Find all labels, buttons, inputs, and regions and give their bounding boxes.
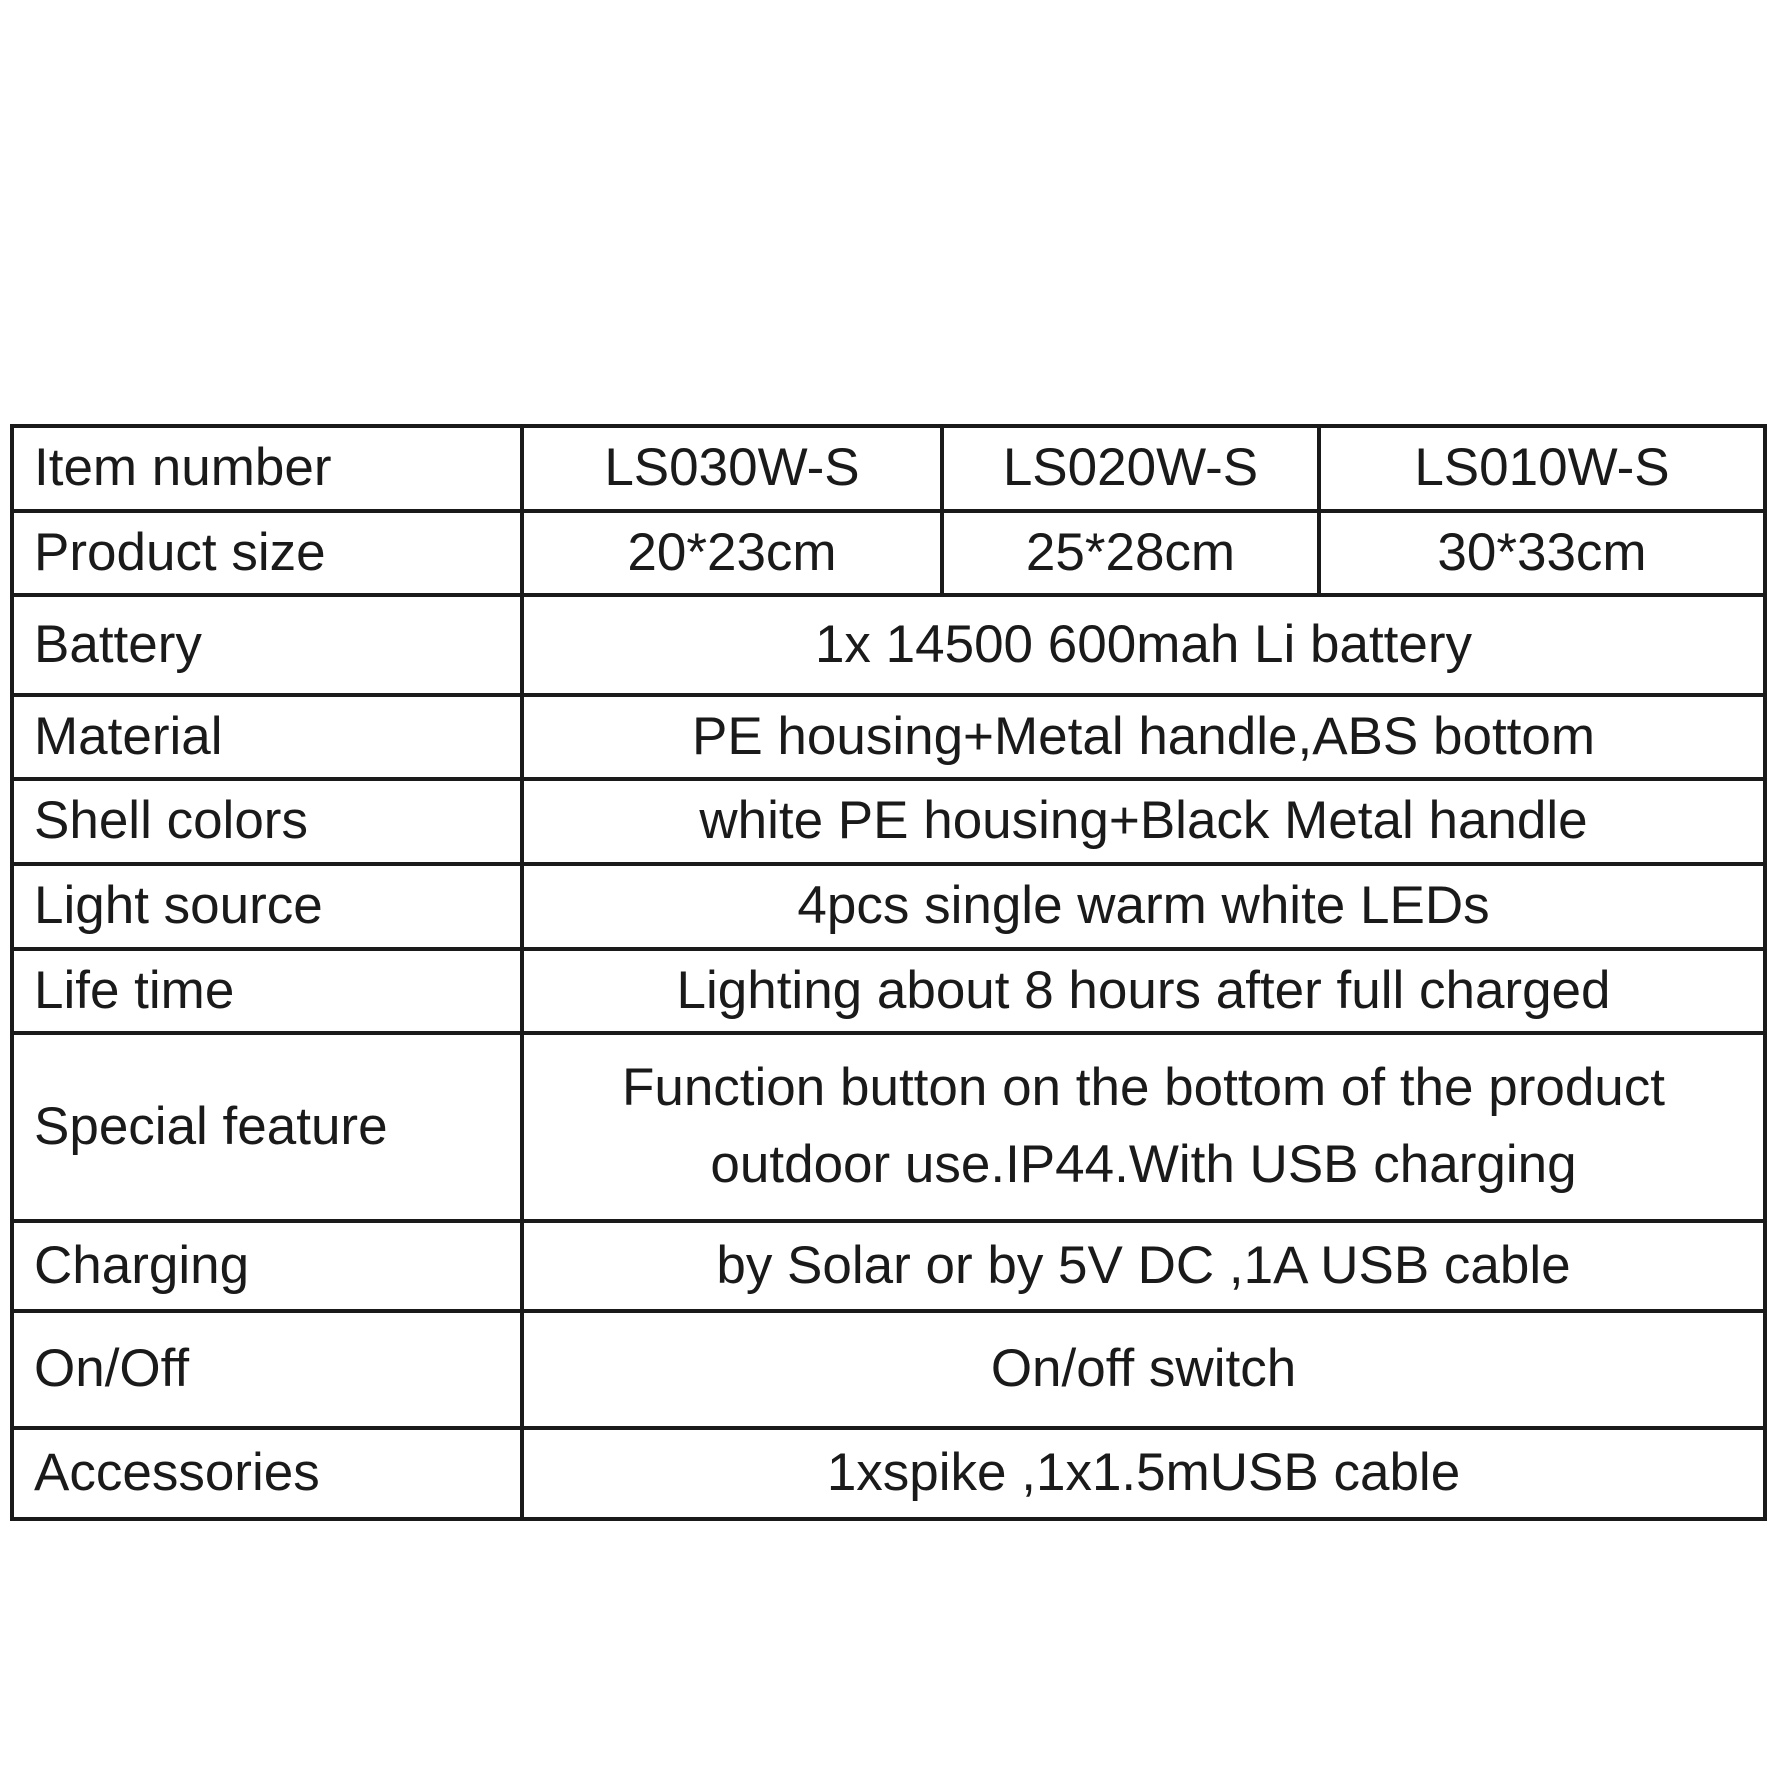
- row-label-life-time: Life time: [12, 949, 522, 1033]
- row-label-on-off: On/Off: [12, 1311, 522, 1428]
- table-row-battery: [12, 595, 1765, 695]
- product-size-ls030w-s: 20*23cm: [522, 511, 942, 595]
- table-row-life-time: [12, 949, 1765, 1033]
- special-feature-value: [522, 1033, 1765, 1221]
- table-row-shell-colors: [12, 779, 1765, 864]
- table-row-item-number: [12, 426, 1765, 511]
- material-value: PE housing+Metal handle,ABS bottom: [522, 695, 1765, 779]
- table-row-light-source: [12, 864, 1765, 949]
- table-row-product-size: [12, 511, 1765, 595]
- item-number-ls020w-s: LS020W-S: [942, 426, 1319, 511]
- charging-value: by Solar or by 5V DC ,1A USB cable: [522, 1221, 1765, 1311]
- row-label-item-number: Item number: [12, 426, 522, 511]
- row-label-accessories: Accessories: [12, 1428, 522, 1519]
- item-number-ls010w-s: LS010W-S: [1319, 426, 1765, 511]
- shell-colors-value: white PE housing+Black Metal handle: [522, 779, 1765, 864]
- row-label-battery: Battery: [12, 595, 522, 695]
- special-feature-line-1: Function button on the bottom of the product: [621, 1058, 1666, 1118]
- row-label-product-size: Product size: [12, 511, 522, 595]
- row-label-material: Material: [12, 695, 522, 779]
- item-number-ls030w-s: LS030W-S: [522, 426, 942, 511]
- row-label-special-feature: Special feature: [12, 1033, 522, 1221]
- table-row-accessories: [12, 1428, 1765, 1519]
- table-row-charging: [12, 1221, 1765, 1311]
- spec-table: [10, 424, 1767, 1521]
- product-size-ls020w-s: 25*28cm: [942, 511, 1319, 595]
- table-row-special-feature: [12, 1033, 1765, 1221]
- product-size-ls010w-s: 30*33cm: [1319, 511, 1765, 595]
- row-label-shell-colors: Shell colors: [12, 779, 522, 864]
- accessories-value: 1xspike ,1x1.5mUSB cable: [522, 1428, 1765, 1519]
- special-feature-line-2: outdoor use.IP44.With USB charging: [710, 1135, 1577, 1194]
- table-row-on-off: [12, 1311, 1765, 1428]
- battery-value: 1x 14500 600mah Li battery: [522, 595, 1765, 695]
- row-label-light-source: Light source: [12, 864, 522, 949]
- life-time-value: Lighting about 8 hours after full charged: [522, 949, 1765, 1033]
- on-off-value: On/off switch: [522, 1311, 1765, 1428]
- row-label-charging: Charging: [12, 1221, 522, 1311]
- table-row-material: [12, 695, 1765, 779]
- light-source-value: 4pcs single warm white LEDs: [522, 864, 1765, 949]
